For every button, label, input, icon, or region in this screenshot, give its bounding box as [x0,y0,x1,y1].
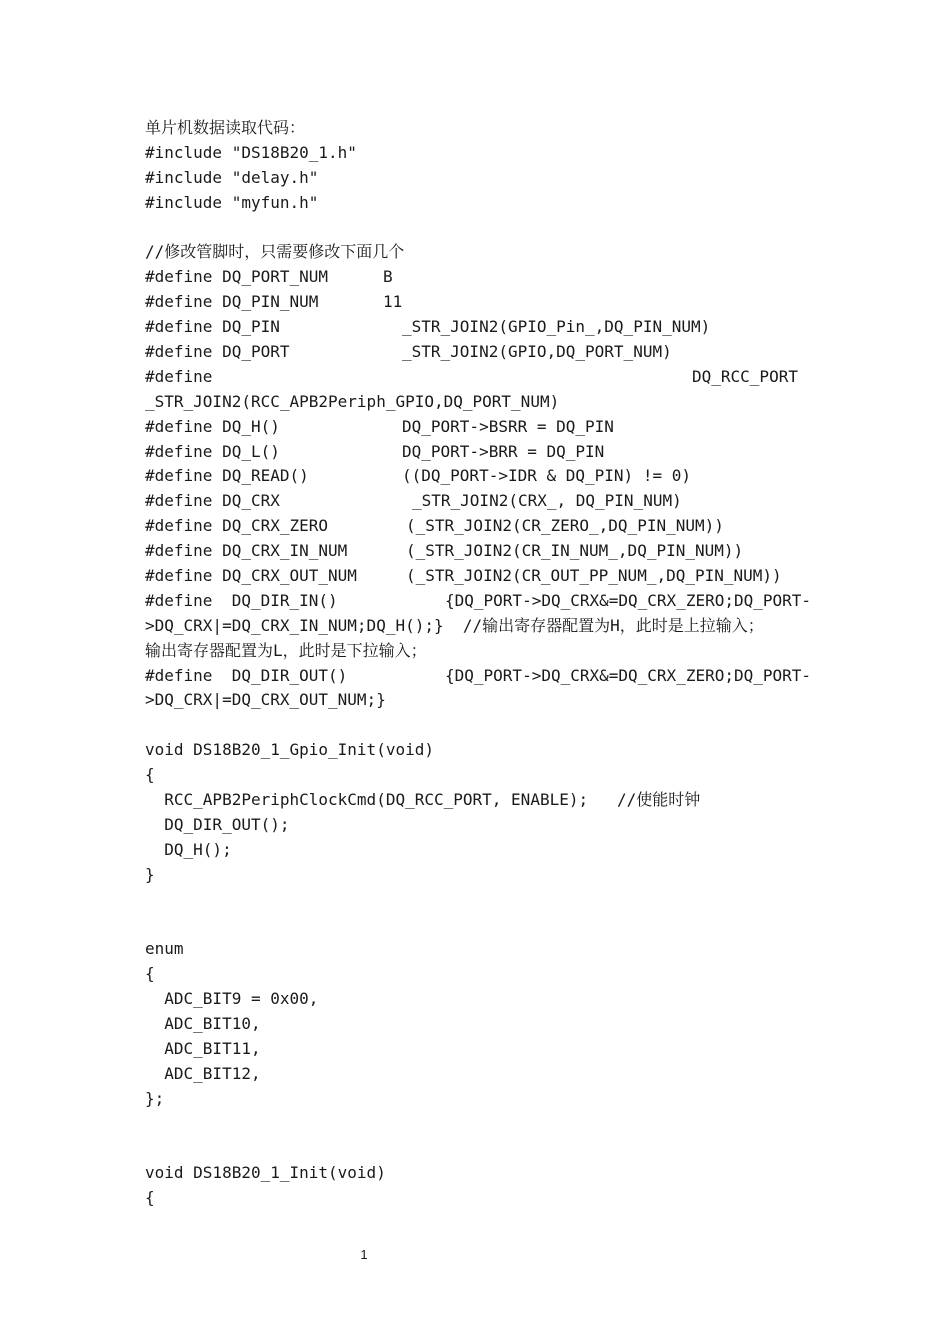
code-line-dq-h-call: DQ_H(); [145,839,232,859]
code-line-enum-bit10: ADC_BIT10, [145,1014,261,1034]
code-line-define-dq-crx-out-num: #define DQ_CRX_OUT_NUM (_STR_JOIN2(CR_OUT_PP_NUM_,DQ_PIN_NUM)) [145,566,782,586]
code-line-rcc-port-value: _STR_JOIN2(RCC_APB2Periph_GPIO,DQ_PORT_NUM) [145,391,560,411]
code-line-gpio-init-signature: void DS18B20_1_Gpio_Init(void) [145,740,434,760]
code-line-define-dq-h: #define DQ_H() DQ_PORT->BSRR = DQ_PIN [145,416,614,436]
code-line-blank [145,1112,825,1137]
code-line-dir-in-body: >DQ_CRX|=DQ_CRX_IN_NUM;DQ_H();} //输出寄存器配置为H，此时是上拉输入； [145,615,764,635]
code-line-blank [145,913,825,938]
code-line-blank [145,713,825,738]
code-line-clock-cmd: RCC_APB2PeriphClockCmd(DQ_RCC_PORT, ENABLE); //使能时钟 [145,790,701,810]
code-line-define-dq-read: #define DQ_READ() ((DQ_PORT->IDR & DQ_PIN) != 0) [145,466,691,486]
code-line-blank [145,1137,825,1162]
code-line-enum-bit9: ADC_BIT9 = 0x00, [145,989,319,1009]
code-line-define-dq-crx: #define DQ_CRX _STR_JOIN2(CRX_, DQ_PIN_NUM) [145,491,682,511]
code-line-include-ds18b20: #include "DS18B20_1.h" [145,142,357,162]
code-line-define-port-num: #define DQ_PORT_NUM B [145,267,393,287]
code-line-dir-out-body: >DQ_CRX|=DQ_CRX_OUT_NUM;} [145,690,386,710]
code-line-enum: enum [145,939,184,959]
code-line-enum-bit11: ADC_BIT11, [145,1038,261,1058]
code-line-open-brace: { [145,765,155,785]
code-line-include-myfun: #include "myfun.h" [145,192,319,212]
code-line-define-dq-crx-in-num: #define DQ_CRX_IN_NUM (_STR_JOIN2(CR_IN_NUM_,DQ_PIN_NUM)) [145,541,744,561]
code-line-close-brace: } [145,864,155,884]
code-line-enum-bit12: ADC_BIT12, [145,1063,261,1083]
code-line-enum-close: }; [145,1088,165,1108]
page-number: 1 [360,1247,368,1262]
code-line-dir-out-call: DQ_DIR_OUT(); [145,814,290,834]
code-listing [145,116,825,1211]
code-line-init-signature: void DS18B20_1_Init(void) [145,1163,386,1183]
code-line-define-dq-crx-zero: #define DQ_CRX_ZERO (_STR_JOIN2(CR_ZERO_,DQ_PIN_NUM)) [145,516,724,536]
code-line-define-dir-out: #define DQ_DIR_OUT() {DQ_PORT->DQ_CRX&=DQ_CRX_ZERO;DQ_PORT- [145,665,812,685]
code-line-define-pin: #define DQ_PIN _STR_JOIN2(GPIO_Pin_,DQ_PIN_NUM) [145,317,711,337]
code-line-define-port: #define DQ_PORT _STR_JOIN2(GPIO,DQ_PORT_NUM) [145,342,672,362]
code-line-define-dir-in: #define DQ_DIR_IN() {DQ_PORT->DQ_CRX&=DQ_CRX_ZERO;DQ_PORT- [145,590,812,610]
code-line-heading: 单片机数据读取代码： [145,118,306,137]
code-line-open-brace: { [145,964,155,984]
code-line-define-rcc-port: #define DQ_RCC_PORT [145,366,798,386]
code-line-blank [145,888,825,913]
code-line-blank [145,216,825,241]
code-line-dir-in-comment: 输出寄存器配置为L，此时是下拉输入； [145,640,427,660]
code-line-define-dq-l: #define DQ_L() DQ_PORT->BRR = DQ_PIN [145,441,605,461]
code-line-include-delay: #include "delay.h" [145,167,319,187]
code-line-open-brace: { [145,1188,155,1208]
code-line-define-pin-num: #define DQ_PIN_NUM 11 [145,292,403,312]
code-line-comment-pins: //修改管脚时，只需要修改下面几个 [145,242,405,262]
